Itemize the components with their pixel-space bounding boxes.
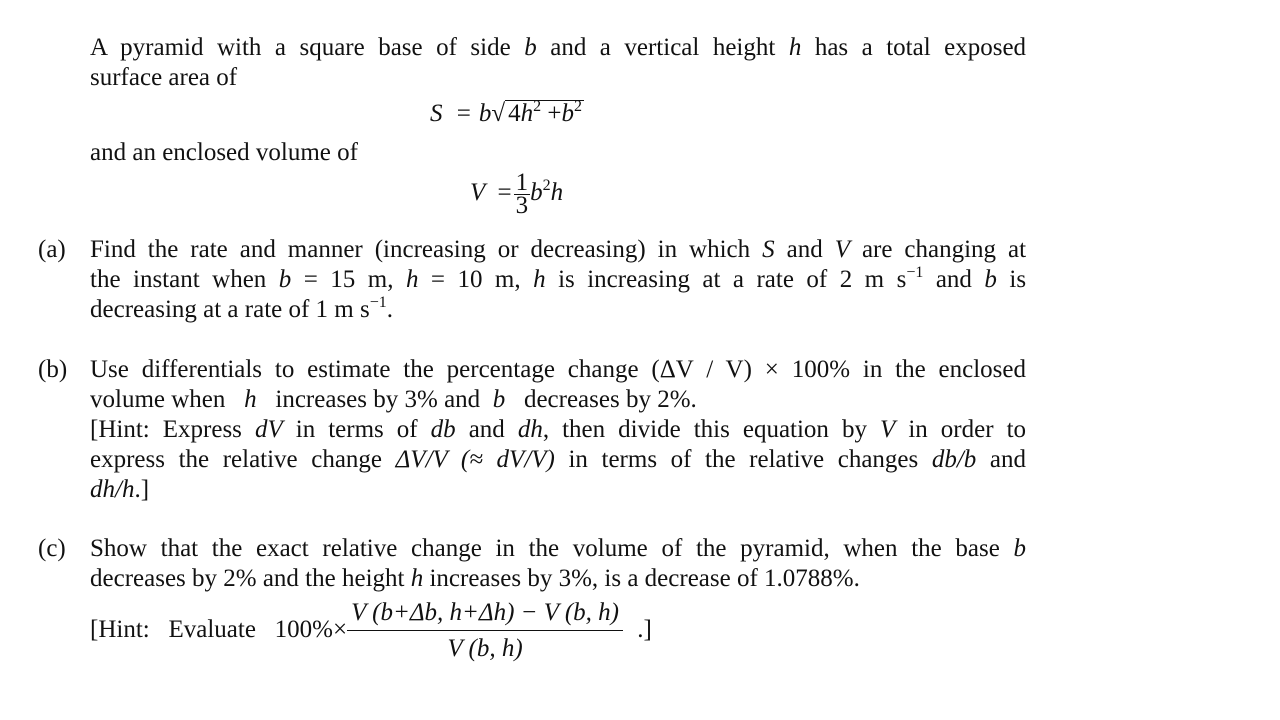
text: Express	[162, 416, 242, 443]
fraction-one-third	[514, 169, 531, 219]
part-b-line-3	[90, 415, 1026, 445]
numerator: 1	[515, 169, 529, 196]
text: decreases by 2%.	[523, 386, 697, 413]
text: Use differentials to estimate the percentage change	[90, 356, 639, 383]
hint-fraction	[347, 598, 623, 665]
exponent: 2	[573, 98, 582, 115]
part-c-hint	[90, 598, 652, 665]
text: is	[1009, 266, 1027, 293]
text: = 10 m,	[430, 266, 521, 293]
var-S: S	[430, 100, 443, 127]
var-db-over-b: db/b	[931, 446, 977, 473]
var-h: h	[410, 565, 424, 592]
intro-line-2: surface area of	[90, 64, 238, 91]
part-a-line-3	[90, 295, 393, 328]
text: .]	[134, 476, 150, 503]
text: decreases by 2% and the height	[90, 565, 405, 592]
text: the instant when	[90, 266, 267, 293]
var-dh: dh	[517, 416, 543, 443]
text: increases by 3% and	[275, 386, 481, 413]
var-dh-over-h: dh/h	[90, 476, 135, 503]
part-a-line-1	[90, 235, 1026, 265]
var-b: b	[278, 266, 292, 293]
text: .]	[637, 616, 652, 644]
text: = 15 m,	[303, 266, 394, 293]
var-V: V	[470, 179, 486, 207]
var-h: h	[244, 386, 257, 413]
text: is increasing at a rate of	[558, 266, 828, 293]
part-b-line-4	[90, 445, 1026, 475]
part-b-line-5	[90, 475, 149, 505]
text: and a vertical height	[550, 34, 776, 61]
equals-sign: =	[456, 100, 471, 127]
text: [Hint:	[90, 416, 150, 443]
var-b: b	[524, 34, 537, 61]
var-db: db	[430, 416, 456, 443]
denominator: V (b, h)	[447, 635, 523, 662]
denominator: 3	[515, 192, 529, 219]
exponent: 2	[542, 177, 551, 195]
equation-volume	[470, 169, 564, 219]
var-b: b	[1013, 535, 1027, 562]
text: in terms of the relative changes	[568, 446, 919, 473]
var-V: V	[834, 236, 850, 263]
math-expression: ΔV/V (≈ dV/V)	[395, 446, 555, 473]
equation-surface-area	[430, 100, 584, 130]
text: and	[935, 266, 972, 293]
var-h: h	[520, 100, 534, 127]
exponent: −1	[369, 294, 387, 311]
radicand	[505, 100, 584, 130]
intro-line-1	[90, 33, 1026, 63]
numerator: V (b+Δb, h+Δh) − V (b, h)	[347, 598, 623, 631]
part-c-label: (c)	[38, 535, 66, 562]
text: .	[386, 296, 394, 323]
var-b: b	[561, 100, 574, 127]
text: 2 m s	[839, 266, 907, 293]
var-V: V	[880, 416, 896, 443]
part-b-label: (b)	[38, 356, 68, 383]
var-dV: dV	[254, 416, 283, 443]
math-expression: (ΔV / V) × 100%	[651, 356, 851, 383]
part-a-label: (a)	[38, 236, 66, 263]
text: and	[989, 446, 1026, 473]
text: volume when	[90, 386, 226, 413]
var-b: b	[492, 386, 506, 413]
part-c-line-1	[90, 534, 1026, 564]
text: in order to	[908, 416, 1027, 443]
text: 100%×	[274, 616, 348, 644]
text: express the relative change	[90, 446, 383, 473]
exponent: 2	[533, 98, 542, 115]
text: increases by 3%, is a decrease of 1.0788%.	[429, 565, 860, 592]
part-c-line-2	[90, 564, 860, 594]
coef: 4	[508, 100, 521, 127]
exponent: −1	[906, 264, 924, 281]
text: , then divide this equation by	[542, 416, 867, 443]
intro-line-3: and an enclosed volume of	[90, 139, 358, 166]
var-S: S	[762, 236, 775, 263]
text: has a total exposed	[814, 34, 1027, 61]
sqrt-sign: √	[491, 100, 506, 127]
text: A pyramid with a square base of side	[90, 34, 511, 61]
var-h: h	[405, 266, 419, 293]
var-h: h	[788, 34, 802, 61]
text: and	[468, 416, 505, 443]
plus-sign: +	[547, 100, 562, 127]
text: Show that the exact relative change in the volume of the pyramid, when the base	[90, 535, 1000, 562]
text: [Hint:	[90, 616, 150, 644]
text: in the enclosed	[862, 356, 1027, 383]
text: in terms of	[295, 416, 418, 443]
equals-sign: =	[497, 179, 512, 207]
var-h: h	[533, 266, 546, 293]
part-a-line-2	[90, 265, 1026, 298]
text: and	[786, 236, 823, 263]
text: Find the rate and manner (increasing or decreasing) in which	[90, 236, 751, 263]
text: are changing at	[861, 236, 1027, 263]
var-b: b	[478, 100, 492, 127]
var-h: h	[550, 179, 564, 207]
var-b: b	[530, 179, 543, 207]
part-b-line-2	[90, 385, 697, 415]
text: decreasing at a rate of 1 m s	[90, 296, 370, 323]
part-b-line-1	[90, 355, 1026, 385]
var-b: b	[984, 266, 997, 293]
text: Evaluate	[168, 616, 256, 644]
